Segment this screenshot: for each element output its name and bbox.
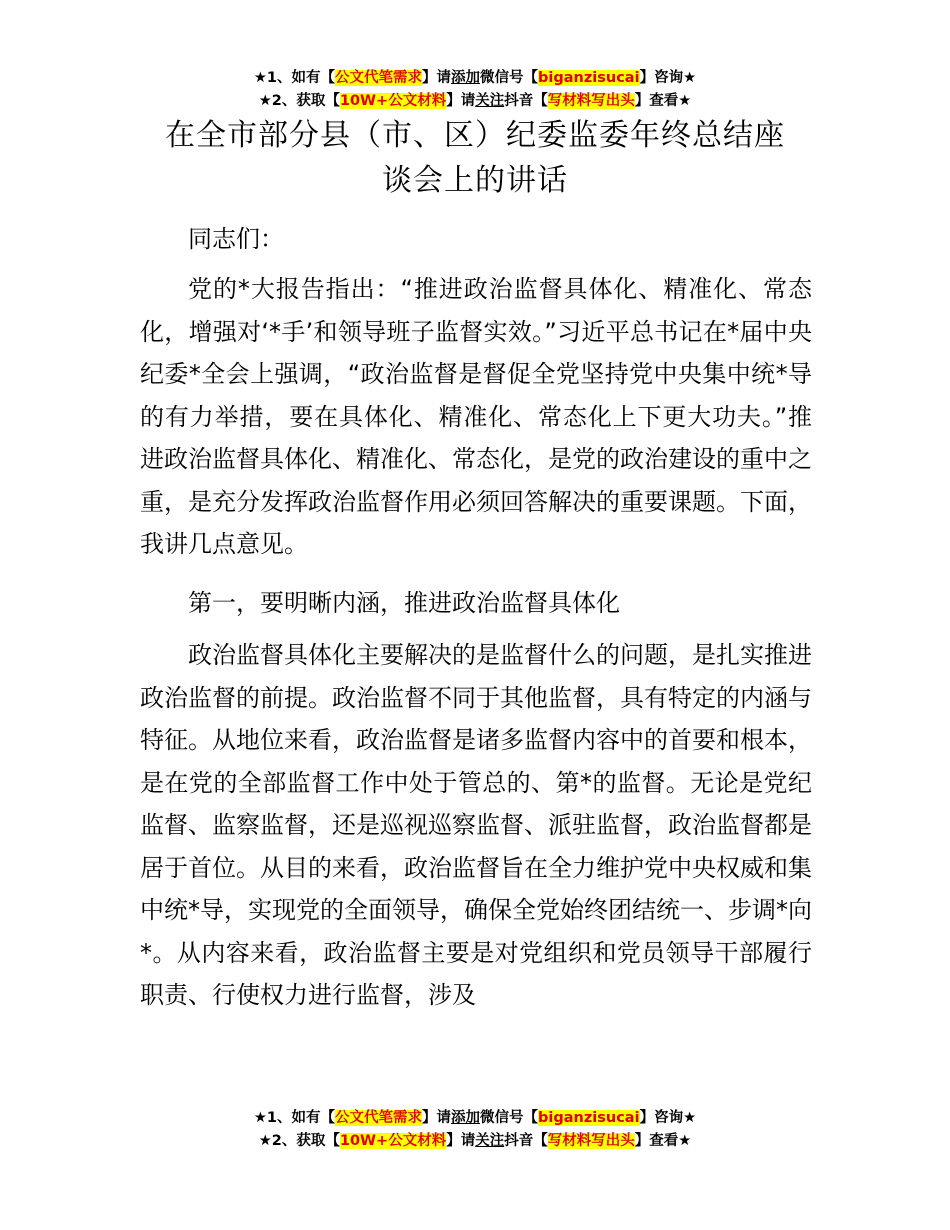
promo-line-1 xyxy=(0,67,950,90)
promo-text: 】请 xyxy=(422,70,452,86)
promo-text: 】查看★ xyxy=(634,1133,692,1149)
section-heading-1-text: 第一，要明晰内涵，推进政治监督具体化 xyxy=(188,589,620,617)
highlight-ghostwriting: 公文代笔需求 xyxy=(335,70,423,86)
promo-text: 】咨询★ xyxy=(639,1110,697,1126)
promo-line-1 xyxy=(0,1107,950,1130)
promo-text: 】请 xyxy=(446,93,476,109)
document-title xyxy=(0,113,950,203)
promo-text: ★2、获取【 xyxy=(258,93,340,109)
title-line-2: 谈会上的讲话 xyxy=(382,163,568,198)
promo-text: 抖音【 xyxy=(504,93,548,109)
promo-text: ★1、如有【 xyxy=(253,70,336,86)
highlight-ghostwriting: 公文代笔需求 xyxy=(335,1110,423,1126)
highlight-materials: 10W+公文材料 xyxy=(339,1133,447,1149)
promo-text: 】请 xyxy=(422,1110,452,1126)
highlight-materials: 10W+公文材料 xyxy=(339,93,447,109)
promo-line-2 xyxy=(0,1130,950,1153)
promo-text: ★1、如有【 xyxy=(253,1110,336,1126)
paragraph-2-text: 政治监督具体化主要解决的是监督什么的问题，是扎实推进政治监督的前提。政治监督不同于其他监督，具有特定的内涵与特征。从地位来看，政治监督是诸多监督内容中的首要和根本，是在党的全部监督工作中处于管总的、第*的监督。无论是党纪监督、监察监督，还是巡视巡察监督、派驻监督，政治监督都是居于首位。从目的来看，政治监督旨在全力维护党中央权威和集中统*导，实现党的全面领导，确保全党始终团结统一、步调*向*。从内容来看，政治监督主要是对党组织和党员领导干部履行职责、行使权力进行监督，涉及 xyxy=(140,641,812,1009)
title-line-1: 在全市部分县（市、区）纪委监委年终总结座 xyxy=(165,118,785,153)
highlight-wechat-id: biganzisucai xyxy=(538,1110,640,1126)
promo-text: ★2、获取【 xyxy=(258,1133,340,1149)
paragraph-2 xyxy=(140,634,812,1017)
promo-text: 微信号【 xyxy=(480,1110,539,1126)
promo-underlined: 关注 xyxy=(475,1133,505,1149)
salutation xyxy=(140,218,812,261)
promo-text: 抖音【 xyxy=(504,1133,548,1149)
promo-text: 】查看★ xyxy=(634,93,692,109)
highlight-wechat-id: biganzisucai xyxy=(538,70,640,86)
highlight-douyin: 写材料写出头 xyxy=(547,1133,635,1149)
promo-text: 微信号【 xyxy=(480,70,539,86)
bottom-promo-banner xyxy=(0,1107,950,1153)
paragraph-1-text: 党的*大报告指出：“推进政治监督具体化、精准化、常态化，增强对‘*手’和领导班子监督实效。”习近平总书记在*届中央纪委*全会上强调，“政治监督是督促全党坚持党中央集中统*导的有力举措，要在具体化、精准化、常态化上下更大功夫。”推进政治监督具体化、精准化、常态化，是党的政治建设的重中之重，是充分发挥政治监督作用必须回答解决的重要课题。下面，我讲几点意见。 xyxy=(140,275,812,558)
promo-text: 】请 xyxy=(446,1133,476,1149)
paragraph-1 xyxy=(140,268,812,566)
promo-underlined: 关注 xyxy=(475,93,505,109)
highlight-douyin: 写材料写出头 xyxy=(547,93,635,109)
promo-underlined: 添加 xyxy=(451,70,481,86)
salutation-text: 同志们： xyxy=(188,225,284,253)
promo-text: 】咨询★ xyxy=(639,70,697,86)
promo-underlined: 添加 xyxy=(451,1110,481,1126)
top-promo-banner xyxy=(0,67,950,113)
promo-line-2 xyxy=(0,90,950,113)
section-heading-1 xyxy=(140,582,812,625)
